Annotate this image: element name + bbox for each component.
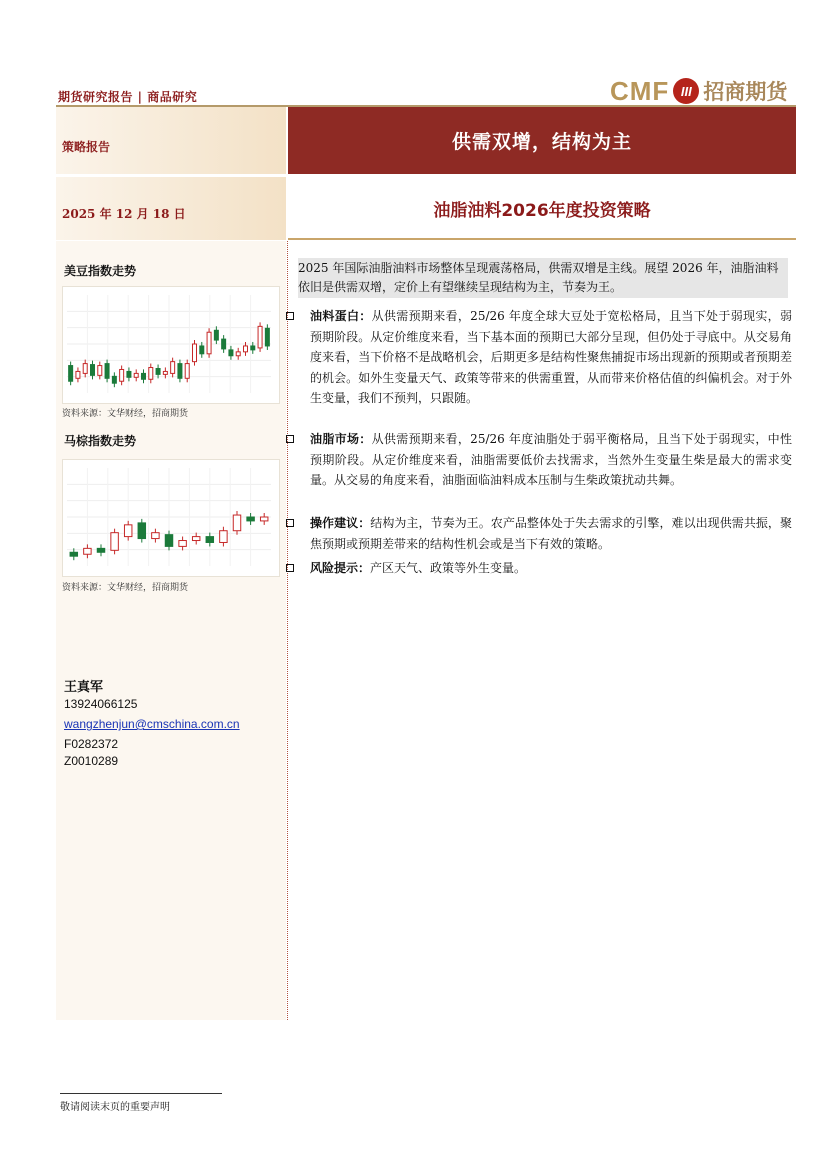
logo-company-name: 招商期货 [703,80,788,104]
company-logo [610,74,787,108]
page-title: 供需双增，结构为主 [451,131,632,153]
report-type-label: 策略报告 [62,140,111,154]
soybean-candle [149,368,153,380]
subtitle-divider [288,238,796,240]
soybean-candle [141,373,145,379]
soybean-candle [207,332,211,354]
author-phone: 13924066125 [64,697,138,711]
bullet-text: 产区天气、政策等外生变量。 [370,561,527,575]
bullet-risk-warning [286,558,792,579]
soybean-candle [185,364,189,379]
bullet-label: 风险提示： [310,561,371,575]
palm-candle [111,533,118,551]
soybean-candle [105,364,109,379]
chart2-title: 马棕指数走势 [64,434,137,448]
palm-candle [206,537,213,543]
soybean-candle [258,326,262,348]
soybean-candle [214,330,218,340]
palm-candle [233,515,240,531]
soybean-candle [178,364,182,379]
soybean-candle [69,366,73,382]
palm-candle [247,517,254,521]
author-license-z: Z0010289 [64,754,119,768]
palm-candle [192,537,199,541]
bullet-box-icon [286,312,294,320]
bullet-box-icon [286,519,294,527]
bullet-text: 结构为主，节奏为王。农产品整体处于失去需求的引擎，难以出现供需共振，聚焦预期或预期差带来的结构性机会或是当下有效的策略。 [310,516,792,551]
soybean-candle [127,371,131,377]
palm-candle [179,541,186,547]
palm-candle [124,525,131,537]
palm-candle [138,523,145,539]
soybean-candle [134,373,138,377]
soybean-candle [265,328,269,346]
soybean-candle [200,346,204,354]
bullet-oilseed-protein [286,306,792,409]
palm-candle [260,517,267,521]
soybean-candle [90,365,94,376]
soybean-candle [243,346,247,352]
author-name: 王真军 [64,680,104,695]
soybean-candle [156,369,160,375]
report-date-label: 2025 年 12 月 18 日 [62,207,186,221]
bullet-label: 操作建议： [310,516,371,530]
soybean-index-chart [63,287,279,403]
chart2-container [62,459,280,577]
soybean-candle [171,362,175,374]
bullet-text: 从供需预期来看，25/26 年度油脂处于弱平衡格局，且当下处于弱现实，中性预期阶段。从定价维度来看，油脂需要低价去找需求，当然外生变量生柴是最大的需求变量。从交易的角度来看，油脂面临油料成本压制与生柴政策扰动共舞。 [310,432,792,487]
soybean-candle [222,339,226,349]
soybean-candle [251,346,255,350]
chart1-container [62,286,280,404]
logo-badge-icon: III [673,78,699,104]
author-email-link[interactable]: wangzhenjun@cmschina.com.cn [64,717,240,731]
soybean-candle [76,371,80,378]
summary-box: 2025 年国际油脂油料市场整体呈现震荡格局，供需双增是主线。展望 2026 年，油脂油料依旧是供需双增，定价上有望继续呈现结构为主，节奏为王。 [298,258,788,298]
subtitle-band [288,177,796,240]
palm-candle [84,548,91,554]
palm-candle [165,535,172,547]
soybean-candle [120,369,124,381]
bullet-operation-advice [286,513,792,554]
soybean-candle [229,350,233,356]
page-subtitle: 油脂油料2026年度投资策略 [433,201,651,221]
chart2-source: 资料来源：文华财经，招商期货 [62,583,189,593]
bullet-label: 油料蛋白： [310,309,372,323]
report-category: 期货研究报告 | 商品研究 [58,90,198,104]
footer-disclaimer: 敬请阅读末页的重要声明 [60,1102,170,1113]
author-license-f: F0282372 [64,737,119,751]
bullet-label: 油脂市场： [310,432,372,446]
palm-candle [220,531,227,543]
bullet-text: 从供需预期来看，25/26 年度全球大豆处于宽松格局，且当下处于弱现实，弱预期阶段。从定价维度来看，当下基本面的预期已大部分呈现，但仍处于寻底中。从交易角度来看，当下价格不是战略机会，后期更多是结构性聚焦捕捉市场出现新的预期或者预期差的机会。如外生变量天气、政策等带来的供需重置，从而带来价格估值的纠偏机会。对于外生变量，我们不预判，只跟随。 [310,309,792,405]
soybean-candle [112,376,116,383]
title-banner [288,107,796,174]
chart1-title: 美豆指数走势 [64,264,137,278]
palm-candle [97,548,104,552]
bullet-box-icon [286,564,294,572]
chart1-source: 资料来源：文华财经，招商期货 [62,409,189,419]
palm-oil-index-chart [63,460,279,576]
footer-divider [60,1093,222,1094]
bullet-box-icon [286,435,294,443]
palm-candle [70,552,77,556]
soybean-candle [163,371,167,374]
soybean-candle [236,352,240,356]
soybean-candle [98,366,102,376]
logo-cmf-text: CMF [610,75,670,106]
palm-candle [152,533,159,539]
bullet-oils-market [286,429,792,491]
soybean-candle [83,364,87,374]
soybean-candle [192,344,196,362]
